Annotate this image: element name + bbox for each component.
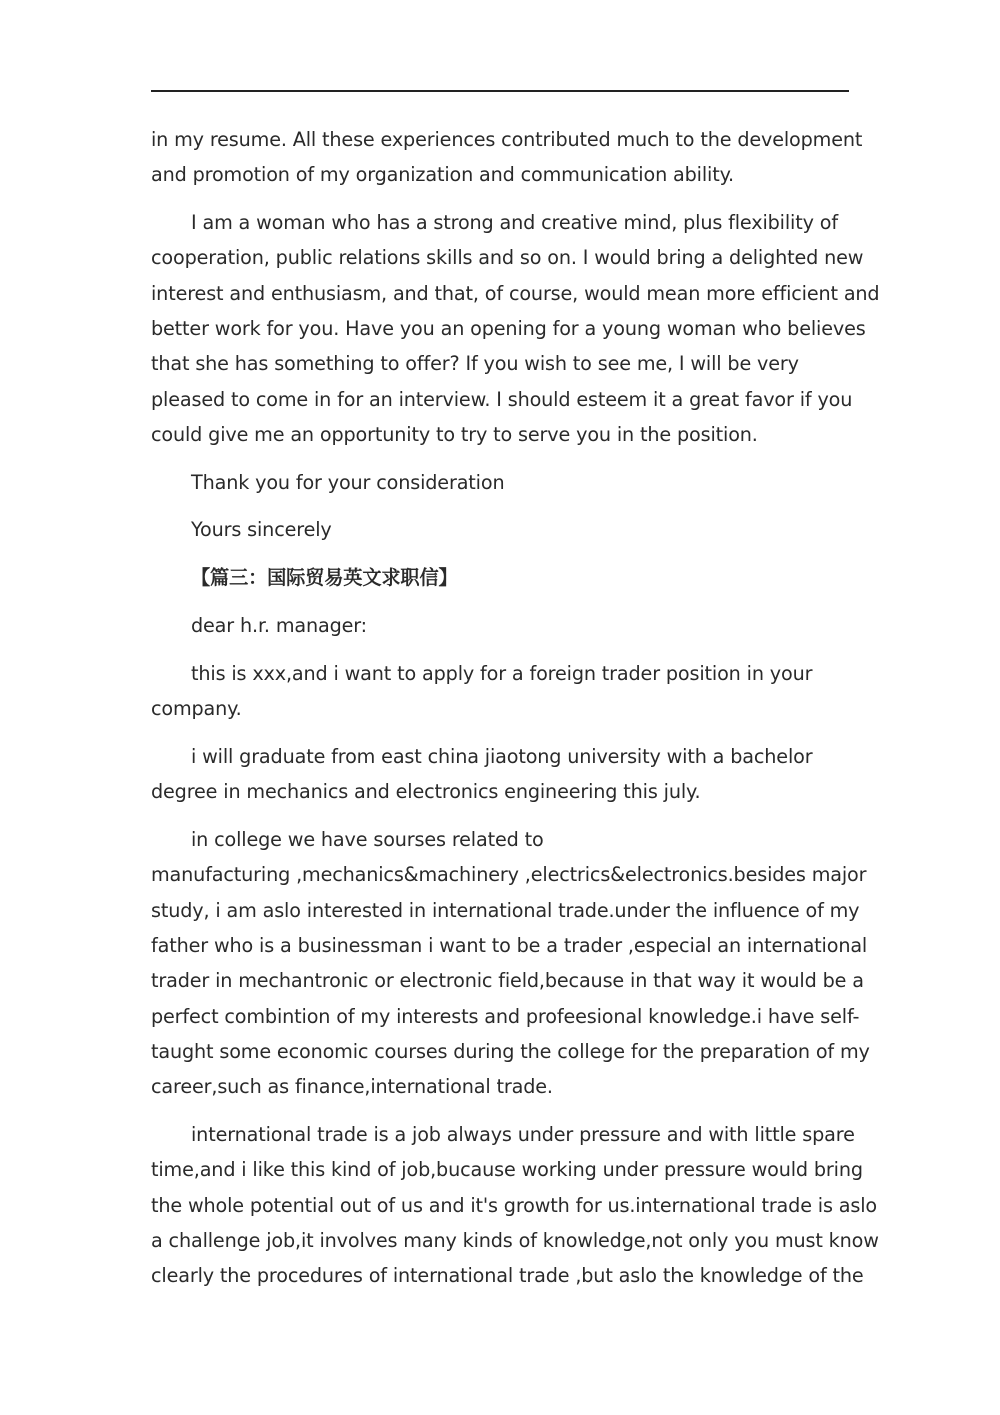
- text-line: clearly the procedures of international trade ,but aslo the knowledge of the: [151, 1264, 864, 1288]
- text-line: career,such as finance,international trade.: [151, 1075, 553, 1099]
- text-line: manufacturing ,mechanics&machinery ,electrics&electronics.besides major: [151, 863, 867, 887]
- text-line: taught some economic courses during the college for the preparation of my: [151, 1039, 870, 1063]
- text-line: father who is a businessman i want to be a trader ,especial an international: [151, 933, 868, 957]
- text-line: perfect combintion of my interests and profeesional knowledge.i have self-: [151, 1004, 860, 1028]
- document-body: [151, 122, 880, 1306]
- text-line: in my resume. All these experiences contributed much to the development: [151, 128, 863, 151]
- text-line: better work for you. Have you an opening for a young woman who believes: [151, 316, 866, 340]
- paragraph: [151, 205, 880, 452]
- text-line: cooperation, public relations skills and so on. I would bring a delighted new: [151, 246, 864, 270]
- text-line: that she has something to offer? If you wish to see me, I will be very: [151, 352, 799, 376]
- text-line: I am a woman who has a strong and creative mind, plus flexibility of: [191, 211, 838, 235]
- text-line: a challenge job,it involves many kinds of knowledge,not only you must know: [151, 1228, 879, 1252]
- header-rule: [151, 90, 849, 92]
- text-line: international trade is a job always under pressure and with little spare: [191, 1122, 855, 1146]
- text-line: pleased to come in for an interview. I should esteem it a great favor if you: [151, 387, 853, 411]
- text-line: i will graduate from east china jiaotong university with a bachelor: [191, 744, 813, 768]
- text-line: and promotion of my organization and communication ability.: [151, 163, 735, 187]
- text-line: this is xxx,and i want to apply for a foreign trader position in your: [191, 661, 813, 685]
- paragraph: [151, 608, 851, 643]
- paragraph: [151, 1117, 879, 1293]
- text-line: dear h.r. manager:: [191, 614, 367, 638]
- text-line: 【篇三：国际贸易英文求职信】: [191, 566, 458, 590]
- text-line: degree in mechanics and electronics engineering this july.: [151, 780, 701, 804]
- text-line: trader in mechantronic or electronic field,because in that way it would be a: [151, 969, 864, 993]
- text-line: in college we have sourses related to: [191, 828, 544, 852]
- paragraph: [151, 122, 863, 193]
- paragraph: [151, 465, 851, 500]
- section-heading: [151, 560, 851, 595]
- text-line: interest and enthusiasm, and that, of course, would mean more efficient and: [151, 281, 880, 305]
- paragraph: [151, 739, 851, 810]
- text-line: time,and i like this kind of job,bucause working under pressure would bring: [151, 1158, 863, 1182]
- text-line: company.: [151, 697, 242, 721]
- paragraph: [151, 512, 851, 547]
- text-line: Yours sincerely: [191, 518, 332, 542]
- paragraph: [151, 822, 870, 1104]
- text-line: could give me an opportunity to try to serve you in the position.: [151, 422, 758, 446]
- paragraph: [151, 656, 851, 727]
- text-line: the whole potential out of us and it's growth for us.international trade is aslo: [151, 1193, 877, 1217]
- text-line: Thank you for your consideration: [191, 470, 505, 494]
- text-line: study, i am aslo interested in international trade.under the influence of my: [151, 898, 860, 922]
